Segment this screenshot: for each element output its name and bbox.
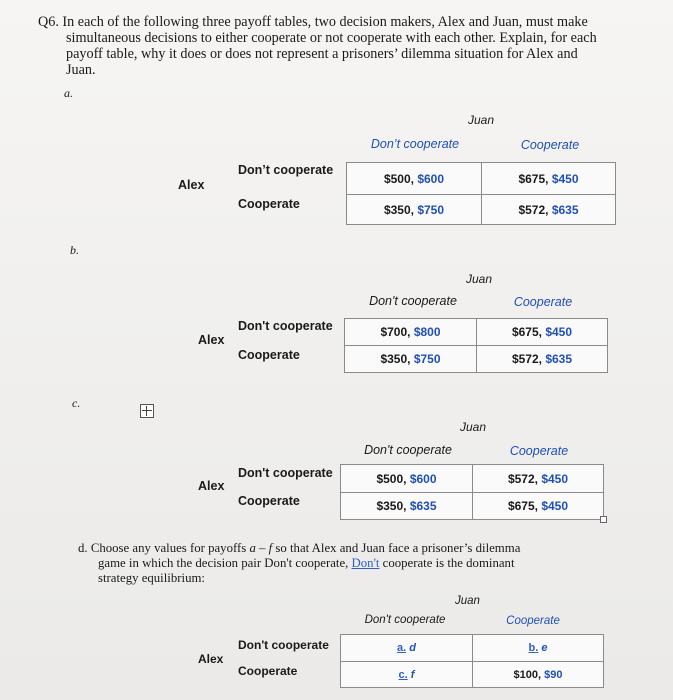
dont-link[interactable]: Don't: [351, 556, 380, 570]
column-header-dont-cooperate-b: Don't cooperate: [369, 294, 457, 308]
column-header-cooperate-b: Cooperate: [513, 295, 573, 309]
resize-handle-icon[interactable]: [600, 516, 607, 523]
payoff-cell: $500, $600: [347, 163, 482, 195]
column-player-a: Juan: [468, 113, 495, 127]
part-d-text: d. Choose any values for payoffs a – f so that Alex and Juan face a prisoner’s dilemma game in which the decision pair Don't cooperate, Don't cooperate is the dominant strategy equilibrium:: [78, 541, 521, 585]
payoff-table-d: [340, 634, 604, 688]
payoff-cell: b. e: [473, 635, 604, 662]
row-label-cooperate-d: Cooperate: [238, 664, 298, 678]
part-c-label: c.: [72, 396, 81, 410]
row-label-cooperate-b: Cooperate: [238, 348, 300, 362]
column-player-b: Juan: [466, 272, 493, 286]
row-player-a: Alex: [178, 178, 205, 192]
question-line-3: payoff table, why it does or does not represent a prisoners’ dilemma situation for Alex and: [66, 46, 578, 62]
part-a-label: a.: [64, 86, 73, 100]
payoff-cell: $350, $750: [345, 346, 477, 373]
payoff-cell: $675, $450: [473, 493, 604, 520]
payoff-cell: $675, $450: [482, 163, 616, 195]
question-line-2: simultaneous decisions to either cooperate or not cooperate with each other. Explain, for each: [66, 30, 597, 46]
column-header-cooperate-d: Cooperate: [506, 615, 560, 627]
row-label-cooperate-c: Cooperate: [238, 494, 300, 508]
row-player-c: Alex: [198, 479, 225, 493]
payoff-cell: $500, $600: [341, 465, 473, 493]
column-player-d: Juan: [455, 595, 480, 607]
payoff-cell: $350, $750: [347, 195, 482, 225]
column-header-cooperate-c: Cooperate: [509, 444, 569, 458]
payoff-cell: c. f: [341, 662, 473, 688]
payoff-table-a: [346, 162, 616, 225]
payoff-cell: $675, $450: [477, 319, 608, 346]
part-b-label: b.: [70, 243, 79, 257]
row-label-dont-cooperate-b: Don't cooperate: [238, 319, 333, 333]
payoff-cell: $572, $450: [473, 465, 604, 493]
payoff-table-b: [344, 318, 608, 373]
column-header-cooperate-a: Cooperate: [520, 138, 580, 152]
payoff-cell: $700, $800: [345, 319, 477, 346]
row-label-dont-cooperate-a: Don’t cooperate: [238, 163, 334, 177]
payoff-cell: a. d: [341, 635, 473, 662]
payoff-table-c: [340, 464, 604, 520]
column-header-dont-cooperate-c: Don't cooperate: [364, 443, 452, 457]
part-d-label: d.: [78, 541, 88, 555]
row-label-cooperate-a: Cooperate: [238, 197, 300, 211]
payoff-cell: $572, $635: [482, 195, 616, 225]
column-player-c: Juan: [460, 420, 487, 434]
question-text: [38, 14, 638, 78]
row-label-dont-cooperate-c: Don't cooperate: [238, 466, 333, 480]
column-header-dont-cooperate-a: Don’t cooperate: [370, 137, 460, 151]
row-player-d: Alex: [198, 652, 224, 666]
row-player-b: Alex: [198, 333, 225, 347]
payoff-cell: $572, $635: [477, 346, 608, 373]
question-line-1: Q6. In each of the following three payoff tables, two decision makers, Alex and Juan, must make: [38, 14, 588, 30]
payoff-cell: $350, $635: [341, 493, 473, 520]
question-line-4: Juan.: [66, 62, 96, 78]
move-handle-icon[interactable]: [140, 404, 154, 418]
payoff-cell: $100, $90: [473, 662, 604, 688]
row-label-dont-cooperate-d: Don't cooperate: [238, 638, 329, 652]
column-header-dont-cooperate-d: Don't cooperate: [364, 614, 446, 626]
